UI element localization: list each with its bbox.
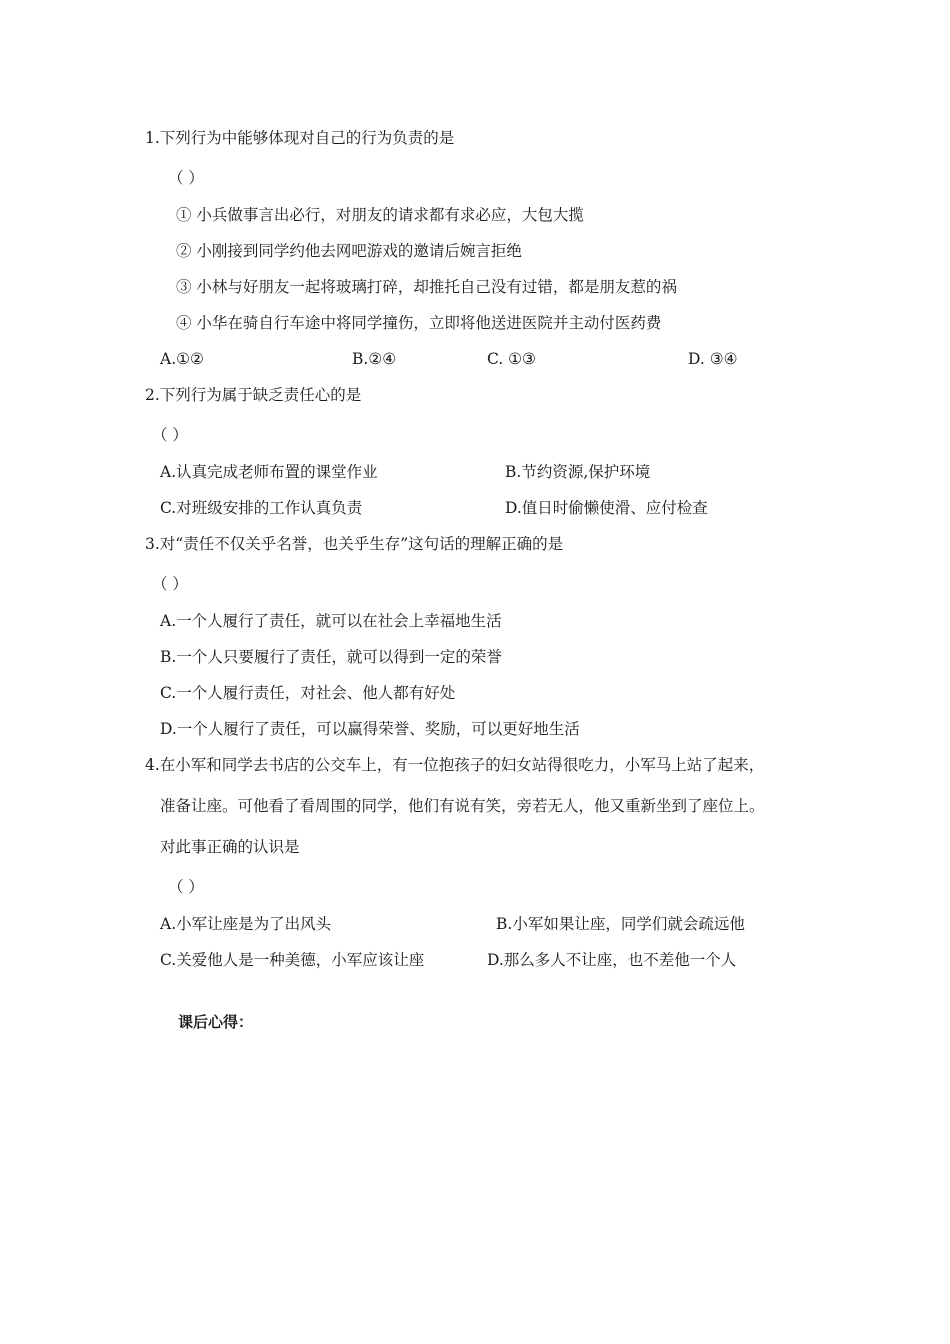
q1-answer-paren: （ ）: [168, 169, 204, 187]
q2-stem: 2.下列行为属于缺乏责任心的是: [145, 386, 362, 404]
q4-answer-paren: （ ）: [168, 878, 204, 896]
q2-option-a: A.认真完成老师布置的课堂作业: [160, 463, 378, 481]
q1-option-b: B.②④: [352, 350, 397, 368]
q1-option-d: D. ③④: [688, 350, 738, 368]
q4-option-a: A.小军让座是为了出风头: [160, 915, 332, 933]
q1-option-c: C. ①③: [487, 350, 536, 368]
q3-stem: 3.对“责任不仅关乎名誉，也关乎生存”这句话的理解正确的是: [145, 535, 564, 553]
q1-statement-2: ② 小刚接到同学约他去网吧游戏的邀请后婉言拒绝: [176, 242, 522, 260]
q1-stem: 1.下列行为中能够体现对自己的行为负责的是: [145, 129, 455, 147]
q1-option-a: A.①②: [160, 350, 204, 368]
q4-stem-line-3: 对此事正确的认识是: [160, 838, 300, 856]
q3-option-d: D.一个人履行了责任，可以赢得荣誉、奖励，可以更好地生活: [160, 720, 580, 738]
q4-stem-line-1: 4.在小军和同学去书店的公交车上，有一位抱孩子的妇女站得很吃力，小军马上站了起来，: [145, 756, 765, 774]
q4-option-c: C.关爱他人是一种美德，小军应该让座: [160, 951, 425, 969]
q4-stem-line-2: 准备让座。可他看了看周围的同学，他们有说有笑，旁若无人，他又重新坐到了座位上。: [160, 797, 765, 815]
q3-option-a: A.一个人履行了责任，就可以在社会上幸福地生活: [160, 612, 502, 630]
q3-option-c: C.一个人履行责任，对社会、他人都有好处: [160, 684, 456, 702]
q3-option-b: B.一个人只要履行了责任，就可以得到一定的荣誉: [160, 648, 502, 666]
q1-statement-4: ④ 小华在骑自行车途中将同学撞伤，立即将他送进医院并主动付医药费: [176, 314, 662, 332]
q2-option-c: C.对班级安排的工作认真负责: [160, 499, 363, 517]
q2-option-d: D.值日时偷懒使滑、应付检查: [505, 499, 708, 517]
q2-answer-paren: （ ）: [152, 426, 188, 444]
q4-option-b: B.小军如果让座，同学们就会疏远他: [496, 915, 745, 933]
q2-option-b: B.节约资源,保护环境: [505, 463, 651, 481]
q4-option-d: D.那么多人不让座，也不差他一个人: [487, 951, 737, 969]
q3-answer-paren: （ ）: [152, 575, 188, 593]
reflection-label: 课后心得：: [178, 1013, 254, 1031]
q1-statement-3: ③ 小林与好朋友一起将玻璃打碎，却推托自己没有过错，都是朋友惹的祸: [176, 278, 677, 296]
q1-statement-1: ① 小兵做事言出必行，对朋友的请求都有求必应，大包大揽: [176, 206, 584, 224]
